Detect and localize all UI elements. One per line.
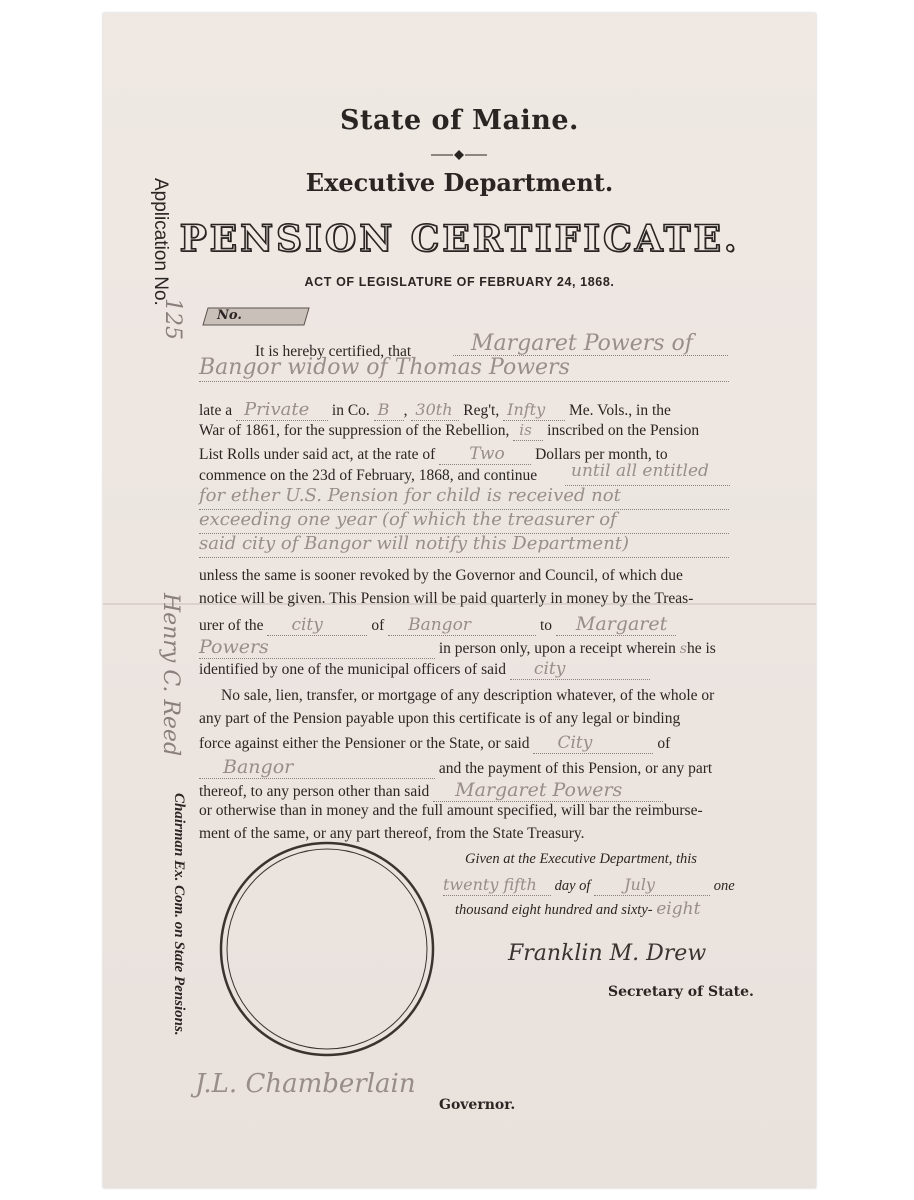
certificate-paper [103,13,816,1188]
secretary-signature: Franklin M. Drew [508,941,707,966]
body-line-14: force against either the Pensioner or the State, or said City of [199,733,671,753]
body-line-16: thereof, to any person other than said Margaret Powers [199,779,663,802]
body-line-12: No sale, lien, transfer, or mortgage of any description whatever, of the whole or [221,687,715,704]
name-continued-field: Bangor widow of Thomas Powers [199,355,729,382]
body-line-15: Bangor and the payment of this Pension, or any part [199,756,712,779]
given-line-2: twenty fifth day of July one [443,875,735,894]
circular-seal-icon [217,839,437,1059]
continue-field-1: until all entitled [565,461,730,486]
body-line-11: identified by one of the municipal officers of said city [199,659,650,680]
chairman-label: Chairman Ex. Com. on State Pensions. [171,793,187,1036]
act-subtitle: ACT OF LEGISLATURE OF FEBRUARY 24, 1868. [304,275,615,289]
continue-field-3: exceeding one year (of which the treasurer of [199,509,729,534]
body-line-7: unless the same is sooner revoked by the Governor and Council, of which due [199,567,683,584]
body-line-18: ment of the same, or any part thereof, from the State Treasury. [199,825,585,842]
body-line-6: commence on the 23d of February, 1868, and continue [199,467,538,484]
state-title: State of Maine. [340,105,579,136]
continue-field-4: said city of Bangor will notify this Department) [199,533,729,558]
chairman-signature: Henry C. Reed [158,593,183,757]
given-line-3: thousand eight hundred and sixty- eight [455,899,701,919]
application-number-label: Application No. [150,178,171,306]
given-line-1: Given at the Executive Department, this [465,851,697,867]
body-line-4: War of 1861, for the suppression of the Rebellion, is inscribed on the Pension [199,421,700,439]
body-line-5: List Rolls under said act, at the rate of Two Dollars per month, to [199,444,668,464]
number-label: No. [217,308,242,323]
body-line-10: Powers in person only, upon a receipt wherein she is [199,636,716,658]
application-number-hand: 125 [160,298,185,340]
name-field: Margaret Powers of [453,331,728,356]
body-line-13: any part of the Pension payable upon this certificate is of any legal or binding [199,710,681,727]
body-line-17: or otherwise than in money and the full amount specified, will bar the reimburse- [199,802,703,819]
secretary-label: Secretary of State. [608,984,754,1000]
body-line-1: It is hereby certified, that [255,343,412,360]
governor-signature: J.L. Chamberlain [195,1069,416,1099]
body-line-9: urer of the city of Bangor to Margaret [199,613,676,636]
department-title: Executive Department. [305,168,614,197]
body-line-3: late a Private in Co. B , 30th Reg't, Infty Me. Vols., in the [199,399,671,420]
continue-field-2: for ether U.S. Pension for child is received not [199,485,729,510]
body-line-8: notice will be given. This Pension will be paid quarterly in money by the Treas- [199,590,694,607]
ornament-divider-icon [429,149,489,161]
certificate-title: PENSION CERTIFICATE. [179,218,740,260]
governor-label: Governor. [439,1097,516,1113]
